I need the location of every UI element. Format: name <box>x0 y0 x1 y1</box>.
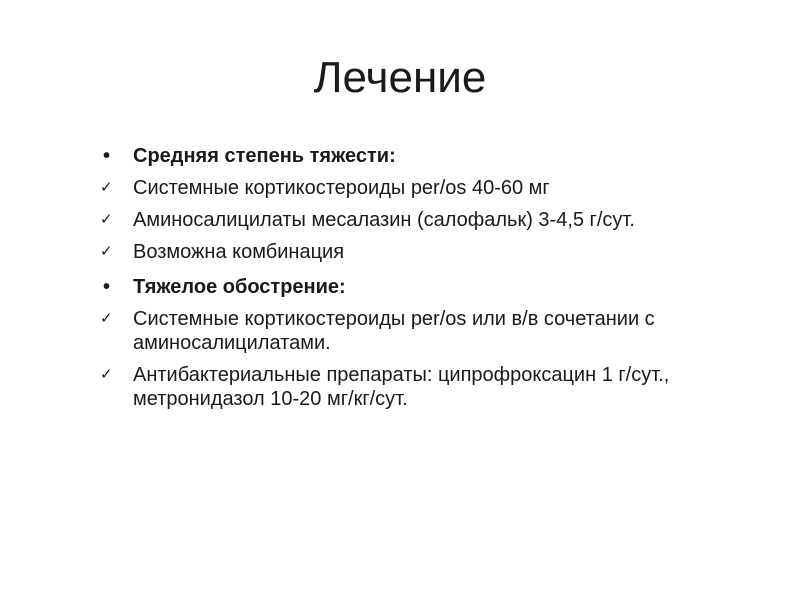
list-item-text: Антибактериальные препараты: ципрофроксацин 1 г/сут., метронидазол 10-20 мг/кг/сут. <box>133 364 670 410</box>
checkmark-icon: ✓ <box>100 366 113 383</box>
list-item <box>100 240 750 264</box>
list-item-text: Системные кортикостероиды per/os 40-60 мг <box>133 177 550 199</box>
checkmark-icon: ✓ <box>100 179 113 196</box>
section-heading-severe <box>100 275 750 299</box>
heading-text: Средняя степень тяжести: <box>133 145 396 167</box>
section-heading-moderate <box>100 144 750 168</box>
bullet-dot-icon: • <box>103 145 111 167</box>
list-item <box>100 307 750 355</box>
heading-text: Тяжелое обострение: <box>133 276 346 298</box>
checkmark-icon: ✓ <box>100 211 113 228</box>
list-item <box>100 176 750 200</box>
slide-title: Лечение <box>313 53 487 102</box>
list-item <box>100 363 750 411</box>
bullet-dot-icon: • <box>103 276 111 298</box>
checkmark-icon: ✓ <box>100 243 113 260</box>
list-item-text: Аминосалицилаты месалазин (салофальк) 3-4,5 г/сут. <box>133 209 635 231</box>
list-item <box>100 208 750 232</box>
list-item-text: Возможна комбинация <box>133 241 345 263</box>
slide-content <box>100 144 750 419</box>
checkmark-icon: ✓ <box>100 310 113 327</box>
list-item-text: Системные кортикостероиды per/os или в/в сочетании с аминосалицилатами. <box>133 308 655 354</box>
